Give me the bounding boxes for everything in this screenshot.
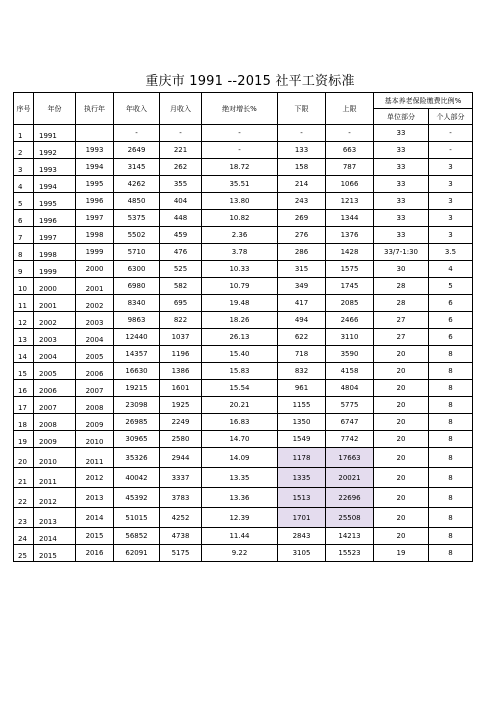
cell-year: 2000	[34, 278, 76, 295]
cell-growth: 2.36	[202, 227, 278, 244]
cell-unit-part: 20	[374, 363, 429, 380]
cell-seq: 18	[14, 414, 34, 431]
cell-monthly-income: 459	[160, 227, 202, 244]
cell-annual-income: -	[114, 125, 160, 142]
cell-upper-limit: 3110	[326, 329, 374, 346]
cell-upper-limit: 1213	[326, 193, 374, 210]
cell-exec-year: 2015	[76, 528, 114, 545]
header-monthly-income: 月收入	[160, 93, 202, 125]
cell-upper-limit: 4804	[326, 380, 374, 397]
cell-annual-income: 23098	[114, 397, 160, 414]
cell-exec-year: 2014	[76, 508, 114, 528]
cell-growth: -	[202, 125, 278, 142]
cell-monthly-income: 1601	[160, 380, 202, 397]
cell-personal-part: 8	[429, 508, 473, 528]
cell-personal-part: 3	[429, 176, 473, 193]
cell-monthly-income: 1037	[160, 329, 202, 346]
cell-growth: 12.39	[202, 508, 278, 528]
cell-growth: 11.44	[202, 528, 278, 545]
cell-unit-part: 33	[374, 176, 429, 193]
cell-growth: 15.54	[202, 380, 278, 397]
cell-growth: 15.40	[202, 346, 278, 363]
cell-seq: 5	[14, 193, 34, 210]
cell-personal-part: 4	[429, 261, 473, 278]
cell-year: 2010	[34, 448, 76, 468]
cell-lower-limit: 269	[278, 210, 326, 227]
table-row	[14, 431, 473, 448]
cell-exec-year: 2000	[76, 261, 114, 278]
header-year: 年份	[34, 93, 76, 125]
cell-monthly-income: 2249	[160, 414, 202, 431]
cell-seq: 21	[14, 468, 34, 488]
cell-exec-year: 2016	[76, 545, 114, 562]
cell-monthly-income: 1386	[160, 363, 202, 380]
table-row	[14, 448, 473, 468]
table-row	[14, 176, 473, 193]
cell-lower-limit: 214	[278, 176, 326, 193]
cell-lower-limit: 1155	[278, 397, 326, 414]
table-row	[14, 159, 473, 176]
table-row	[14, 278, 473, 295]
cell-unit-part: 33	[374, 142, 429, 159]
cell-annual-income: 45392	[114, 488, 160, 508]
cell-personal-part: 8	[429, 448, 473, 468]
cell-annual-income: 12440	[114, 329, 160, 346]
cell-exec-year: 2002	[76, 295, 114, 312]
cell-year: 1995	[34, 193, 76, 210]
cell-lower-limit: 315	[278, 261, 326, 278]
cell-unit-part: 20	[374, 397, 429, 414]
header-growth: 绝对增长%	[202, 93, 278, 125]
cell-year: 2002	[34, 312, 76, 329]
cell-seq: 9	[14, 261, 34, 278]
table-row	[14, 468, 473, 488]
cell-seq: 13	[14, 329, 34, 346]
cell-personal-part: 5	[429, 278, 473, 295]
cell-personal-part: 3	[429, 193, 473, 210]
cell-unit-part: 20	[374, 488, 429, 508]
cell-unit-part: 33	[374, 227, 429, 244]
cell-year: 2009	[34, 431, 76, 448]
table-row	[14, 295, 473, 312]
cell-growth: 19.48	[202, 295, 278, 312]
cell-seq: 25	[14, 545, 34, 562]
cell-upper-limit: 22696	[326, 488, 374, 508]
cell-lower-limit: 1701	[278, 508, 326, 528]
cell-growth: 18.26	[202, 312, 278, 329]
cell-monthly-income: 221	[160, 142, 202, 159]
cell-exec-year: 2006	[76, 363, 114, 380]
cell-lower-limit: 1178	[278, 448, 326, 468]
table-row	[14, 227, 473, 244]
cell-monthly-income: 582	[160, 278, 202, 295]
cell-seq: 14	[14, 346, 34, 363]
cell-personal-part: 3	[429, 210, 473, 227]
cell-upper-limit: 663	[326, 142, 374, 159]
cell-upper-limit: 1745	[326, 278, 374, 295]
cell-upper-limit: 4158	[326, 363, 374, 380]
cell-growth: 10.82	[202, 210, 278, 227]
table-row	[14, 244, 473, 261]
cell-personal-part: 6	[429, 295, 473, 312]
cell-growth: -	[202, 142, 278, 159]
cell-exec-year: 1997	[76, 210, 114, 227]
cell-growth: 13.36	[202, 488, 278, 508]
cell-upper-limit: 15523	[326, 545, 374, 562]
cell-unit-part: 20	[374, 346, 429, 363]
cell-annual-income: 30965	[114, 431, 160, 448]
cell-exec-year: 2011	[76, 448, 114, 468]
header-exec-year: 执行年	[76, 93, 114, 125]
cell-seq: 15	[14, 363, 34, 380]
cell-monthly-income: 3783	[160, 488, 202, 508]
cell-seq: 20	[14, 448, 34, 468]
table-row	[14, 346, 473, 363]
cell-unit-part: 20	[374, 508, 429, 528]
table-row	[14, 414, 473, 431]
cell-annual-income: 56852	[114, 528, 160, 545]
cell-growth: 35.51	[202, 176, 278, 193]
cell-upper-limit: 3590	[326, 346, 374, 363]
cell-unit-part: 19	[374, 545, 429, 562]
table-row	[14, 397, 473, 414]
cell-exec-year: 1993	[76, 142, 114, 159]
cell-upper-limit: -	[326, 125, 374, 142]
cell-exec-year: 2013	[76, 488, 114, 508]
cell-lower-limit: 1335	[278, 468, 326, 488]
cell-year: 1993	[34, 159, 76, 176]
cell-year: 2013	[34, 508, 76, 528]
cell-exec-year: 2001	[76, 278, 114, 295]
table-row	[14, 210, 473, 227]
cell-lower-limit: 243	[278, 193, 326, 210]
cell-lower-limit: 1350	[278, 414, 326, 431]
cell-unit-part: 27	[374, 312, 429, 329]
salary-standard-table	[13, 92, 473, 562]
cell-exec-year: 1994	[76, 159, 114, 176]
cell-unit-part: 27	[374, 329, 429, 346]
cell-personal-part: -	[429, 125, 473, 142]
cell-year: 2007	[34, 397, 76, 414]
cell-upper-limit: 1376	[326, 227, 374, 244]
cell-annual-income: 5710	[114, 244, 160, 261]
cell-upper-limit: 20021	[326, 468, 374, 488]
cell-monthly-income: 4252	[160, 508, 202, 528]
cell-lower-limit: -	[278, 125, 326, 142]
cell-monthly-income: 5175	[160, 545, 202, 562]
cell-seq: 4	[14, 176, 34, 193]
cell-upper-limit: 5775	[326, 397, 374, 414]
cell-annual-income: 35326	[114, 448, 160, 468]
cell-upper-limit: 1344	[326, 210, 374, 227]
cell-upper-limit: 2085	[326, 295, 374, 312]
cell-monthly-income: 448	[160, 210, 202, 227]
cell-exec-year: 2005	[76, 346, 114, 363]
cell-unit-part: 33	[374, 193, 429, 210]
cell-exec-year: 2010	[76, 431, 114, 448]
cell-growth: 10.79	[202, 278, 278, 295]
cell-exec-year: 1996	[76, 193, 114, 210]
cell-annual-income: 51015	[114, 508, 160, 528]
cell-seq: 7	[14, 227, 34, 244]
header-annual-income: 年收入	[114, 93, 160, 125]
cell-annual-income: 8340	[114, 295, 160, 312]
cell-year: 2006	[34, 380, 76, 397]
cell-exec-year: 2007	[76, 380, 114, 397]
cell-personal-part: 3	[429, 159, 473, 176]
cell-monthly-income: 355	[160, 176, 202, 193]
cell-year: 2014	[34, 528, 76, 545]
cell-monthly-income: -	[160, 125, 202, 142]
cell-upper-limit: 2466	[326, 312, 374, 329]
table-row	[14, 125, 473, 142]
cell-seq: 17	[14, 397, 34, 414]
cell-annual-income: 14357	[114, 346, 160, 363]
cell-unit-part: 33	[374, 210, 429, 227]
cell-upper-limit: 6747	[326, 414, 374, 431]
cell-personal-part: 8	[429, 528, 473, 545]
table-row	[14, 142, 473, 159]
cell-monthly-income: 695	[160, 295, 202, 312]
cell-personal-part: 8	[429, 488, 473, 508]
table-row	[14, 380, 473, 397]
cell-lower-limit: 1513	[278, 488, 326, 508]
cell-unit-part: 20	[374, 448, 429, 468]
cell-monthly-income: 822	[160, 312, 202, 329]
header-pension-ratio: 基本养老保险缴费比例%	[374, 93, 473, 109]
cell-monthly-income: 262	[160, 159, 202, 176]
cell-unit-part: 30	[374, 261, 429, 278]
cell-year: 1991	[34, 125, 76, 142]
cell-upper-limit: 14213	[326, 528, 374, 545]
table-row	[14, 312, 473, 329]
cell-unit-part: 20	[374, 431, 429, 448]
cell-growth: 15.83	[202, 363, 278, 380]
cell-annual-income: 5375	[114, 210, 160, 227]
cell-seq: 6	[14, 210, 34, 227]
table-row	[14, 193, 473, 210]
cell-lower-limit: 832	[278, 363, 326, 380]
cell-lower-limit: 494	[278, 312, 326, 329]
cell-personal-part: 8	[429, 545, 473, 562]
cell-upper-limit: 7742	[326, 431, 374, 448]
cell-unit-part: 20	[374, 528, 429, 545]
cell-annual-income: 4850	[114, 193, 160, 210]
table-row	[14, 488, 473, 508]
cell-growth: 9.22	[202, 545, 278, 562]
cell-exec-year: 2008	[76, 397, 114, 414]
cell-annual-income: 4262	[114, 176, 160, 193]
cell-unit-part: 20	[374, 468, 429, 488]
cell-lower-limit: 2843	[278, 528, 326, 545]
cell-lower-limit: 718	[278, 346, 326, 363]
cell-unit-part: 20	[374, 380, 429, 397]
cell-annual-income: 6980	[114, 278, 160, 295]
cell-year: 2005	[34, 363, 76, 380]
table-row	[14, 545, 473, 562]
header-lower-limit: 下限	[278, 93, 326, 125]
cell-lower-limit: 286	[278, 244, 326, 261]
cell-exec-year: 2003	[76, 312, 114, 329]
cell-seq: 3	[14, 159, 34, 176]
cell-annual-income: 3145	[114, 159, 160, 176]
header-upper-limit: 上限	[326, 93, 374, 125]
cell-growth: 13.80	[202, 193, 278, 210]
cell-upper-limit: 25508	[326, 508, 374, 528]
cell-personal-part: 8	[429, 397, 473, 414]
cell-year: 1998	[34, 244, 76, 261]
cell-unit-part: 28	[374, 295, 429, 312]
cell-lower-limit: 276	[278, 227, 326, 244]
cell-annual-income: 2649	[114, 142, 160, 159]
cell-monthly-income: 3337	[160, 468, 202, 488]
cell-monthly-income: 525	[160, 261, 202, 278]
cell-annual-income: 62091	[114, 545, 160, 562]
cell-exec-year: 1999	[76, 244, 114, 261]
cell-growth: 14.70	[202, 431, 278, 448]
cell-exec-year	[76, 125, 114, 142]
cell-growth: 16.83	[202, 414, 278, 431]
cell-year: 2004	[34, 346, 76, 363]
cell-seq: 24	[14, 528, 34, 545]
cell-growth: 10.33	[202, 261, 278, 278]
cell-growth: 18.72	[202, 159, 278, 176]
cell-exec-year: 1998	[76, 227, 114, 244]
cell-growth: 20.21	[202, 397, 278, 414]
cell-growth: 13.35	[202, 468, 278, 488]
table-row	[14, 363, 473, 380]
cell-personal-part: 6	[429, 329, 473, 346]
cell-seq: 22	[14, 488, 34, 508]
header-unit-part: 单位部分	[374, 109, 429, 125]
cell-growth: 26.13	[202, 329, 278, 346]
cell-lower-limit: 133	[278, 142, 326, 159]
cell-seq: 2	[14, 142, 34, 159]
cell-annual-income: 16630	[114, 363, 160, 380]
cell-personal-part: 8	[429, 346, 473, 363]
cell-monthly-income: 4738	[160, 528, 202, 545]
cell-upper-limit: 787	[326, 159, 374, 176]
cell-exec-year: 1995	[76, 176, 114, 193]
cell-monthly-income: 2944	[160, 448, 202, 468]
cell-monthly-income: 476	[160, 244, 202, 261]
cell-seq: 11	[14, 295, 34, 312]
table-row	[14, 508, 473, 528]
cell-personal-part: 8	[429, 431, 473, 448]
cell-upper-limit: 1575	[326, 261, 374, 278]
cell-annual-income: 6300	[114, 261, 160, 278]
cell-growth: 14.09	[202, 448, 278, 468]
cell-unit-part: 28	[374, 278, 429, 295]
cell-seq: 1	[14, 125, 34, 142]
table-row	[14, 261, 473, 278]
cell-unit-part: 33	[374, 125, 429, 142]
cell-exec-year: 2004	[76, 329, 114, 346]
cell-seq: 10	[14, 278, 34, 295]
cell-lower-limit: 349	[278, 278, 326, 295]
cell-year: 2012	[34, 488, 76, 508]
cell-unit-part: 20	[374, 414, 429, 431]
header-seq: 序号	[14, 93, 34, 125]
cell-lower-limit: 1549	[278, 431, 326, 448]
cell-year: 2001	[34, 295, 76, 312]
cell-year: 1992	[34, 142, 76, 159]
cell-unit-part: 33	[374, 159, 429, 176]
cell-personal-part: 3.5	[429, 244, 473, 261]
cell-personal-part: 8	[429, 363, 473, 380]
cell-year: 2008	[34, 414, 76, 431]
cell-annual-income: 40042	[114, 468, 160, 488]
cell-seq: 12	[14, 312, 34, 329]
table-row	[14, 528, 473, 545]
cell-lower-limit: 622	[278, 329, 326, 346]
table-row	[14, 329, 473, 346]
cell-year: 1997	[34, 227, 76, 244]
cell-seq: 16	[14, 380, 34, 397]
cell-year: 2003	[34, 329, 76, 346]
cell-monthly-income: 1196	[160, 346, 202, 363]
cell-annual-income: 26985	[114, 414, 160, 431]
cell-personal-part: -	[429, 142, 473, 159]
cell-annual-income: 9863	[114, 312, 160, 329]
cell-personal-part: 3	[429, 227, 473, 244]
cell-monthly-income: 2580	[160, 431, 202, 448]
cell-lower-limit: 158	[278, 159, 326, 176]
page-title: 重庆市 1991 --2015 社平工资标准	[145, 74, 355, 89]
cell-personal-part: 8	[429, 380, 473, 397]
cell-unit-part: 33/7-1:30	[374, 244, 429, 261]
cell-personal-part: 6	[429, 312, 473, 329]
cell-monthly-income: 1925	[160, 397, 202, 414]
cell-upper-limit: 1066	[326, 176, 374, 193]
cell-seq: 23	[14, 508, 34, 528]
cell-year: 1994	[34, 176, 76, 193]
cell-year: 2015	[34, 545, 76, 562]
cell-exec-year: 2009	[76, 414, 114, 431]
cell-lower-limit: 3105	[278, 545, 326, 562]
cell-annual-income: 5502	[114, 227, 160, 244]
cell-personal-part: 8	[429, 414, 473, 431]
cell-personal-part: 8	[429, 468, 473, 488]
cell-seq: 8	[14, 244, 34, 261]
cell-year: 1999	[34, 261, 76, 278]
cell-year: 1996	[34, 210, 76, 227]
header-personal-part: 个人部分	[429, 109, 473, 125]
cell-year: 2011	[34, 468, 76, 488]
cell-upper-limit: 17663	[326, 448, 374, 468]
cell-monthly-income: 404	[160, 193, 202, 210]
cell-upper-limit: 1428	[326, 244, 374, 261]
cell-growth: 3.78	[202, 244, 278, 261]
cell-seq: 19	[14, 431, 34, 448]
cell-exec-year: 2012	[76, 468, 114, 488]
cell-annual-income: 19215	[114, 380, 160, 397]
cell-lower-limit: 417	[278, 295, 326, 312]
cell-lower-limit: 961	[278, 380, 326, 397]
